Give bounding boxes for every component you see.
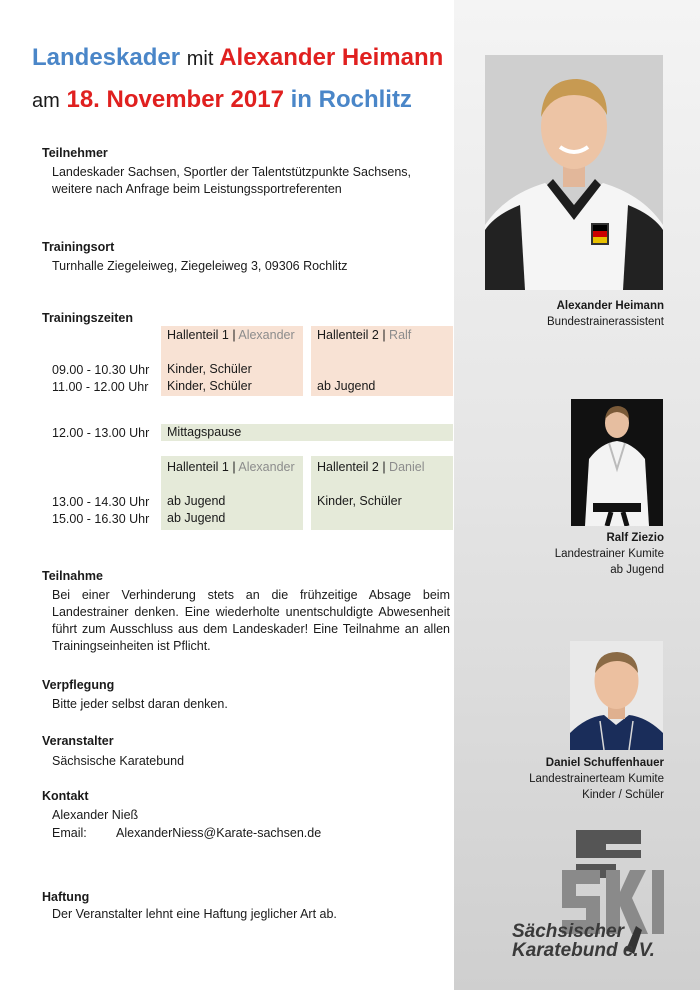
block1-col2-header: Hallenteil 2 | Ralf <box>317 328 412 342</box>
haftung-heading: Haftung <box>42 890 90 904</box>
block2-col2-header: Hallenteil 2 | Daniel <box>317 460 425 474</box>
block2-row1-col2: Kinder, Schüler <box>317 494 402 508</box>
title-am: am <box>32 90 60 112</box>
title-date: 18. November 2017 <box>66 86 284 113</box>
pause-time: 12.00 - 13.00 Uhr <box>52 426 150 440</box>
logo-text-line1: Sächsischer <box>512 921 624 942</box>
teilnahme-text: Bei einer Verhinderung stets an die frühzeitige Absage beim Landestrainer denken. Eine wiederholte unentschuldigte Abwesenheit führt zum Ausschluss aus dem Landeskader! Eine Teilnahme an allen Trainingseinheiten ist Pflicht. <box>52 588 450 653</box>
block1-row1-time: 09.00 - 10.30 Uhr <box>52 363 150 377</box>
portrait-alexander-illustration <box>485 55 663 290</box>
teilnehmer-heading: Teilnehmer <box>42 146 108 160</box>
block2-row1-col1: ab Jugend <box>167 494 226 508</box>
trainer-name: Daniel Schuffenhauer <box>545 757 664 769</box>
block2-row2-time: 15.00 - 16.30 Uhr <box>52 512 150 526</box>
veranstalter-heading: Veranstalter <box>42 734 114 748</box>
kontakt-name: Alexander Nieß <box>52 808 139 822</box>
title-name: Alexander Heimann <box>219 44 444 71</box>
block2-row2-col1: ab Jugend <box>167 511 226 525</box>
trainer-role: Bundestrainerassistent <box>547 316 664 328</box>
verpflegung-text: Bitte jeder selbst daran denken. <box>52 697 228 711</box>
trainer-caption-daniel <box>529 755 664 803</box>
title-landeskader: Landeskader <box>32 44 181 71</box>
trainer-caption-ralf <box>555 530 664 578</box>
title-location: in Rochlitz <box>290 86 412 113</box>
trainer-photo-alexander <box>485 55 663 290</box>
logo-text-line2: Karatebund e.V. <box>512 940 655 961</box>
verpflegung-heading: Verpflegung <box>42 678 115 692</box>
block2-row1-time: 13.00 - 14.30 Uhr <box>52 495 150 509</box>
kontakt-email[interactable]: AlexanderNiess@Karate-sachsen.de <box>116 826 322 840</box>
trainer-photo-daniel <box>570 641 663 750</box>
block1-col1-header: Hallenteil 1 | Alexander <box>167 328 295 342</box>
trainer-group: ab Jugend <box>610 564 664 576</box>
page-title-line1 <box>32 44 443 72</box>
trainer-role: Landestrainer Kumite <box>554 548 664 560</box>
kontakt-email-label: Email: <box>52 826 87 840</box>
haftung-text: Der Veranstalter lehnt eine Haftung jeglicher Art ab. <box>52 907 337 921</box>
teilnahme-heading: Teilnahme <box>42 569 103 583</box>
block1-row2-col2: ab Jugend <box>317 379 376 393</box>
title-mit: mit <box>186 48 214 70</box>
logo-text <box>512 922 655 960</box>
trainer-role: Landestrainerteam Kumite <box>529 773 664 785</box>
trainer-name: Ralf Ziezio <box>606 532 664 544</box>
portrait-ralf-illustration <box>571 399 663 526</box>
trainingsort-text: Turnhalle Ziegeleiweg, Ziegeleiweg 3, 09306 Rochlitz <box>52 259 348 273</box>
portrait-daniel-illustration <box>570 641 663 750</box>
block1-row1-col1: Kinder, Schüler <box>167 362 252 376</box>
veranstalter-text: Sächsische Karatebund <box>52 754 185 768</box>
kontakt-heading: Kontakt <box>42 789 89 803</box>
teilnehmer-line2: weitere nach Anfrage beim Leistungssportreferenten <box>52 182 342 196</box>
trainingszeiten-heading: Trainingszeiten <box>42 311 133 325</box>
trainer-name: Alexander Heimann <box>556 300 664 312</box>
trainer-photo-ralf <box>571 399 663 526</box>
trainer-caption-alexander <box>547 298 664 330</box>
trainingsort-heading: Trainingsort <box>42 240 115 254</box>
trainer-group: Kinder / Schüler <box>582 789 664 801</box>
block2-col1-header: Hallenteil 1 | Alexander <box>167 460 295 474</box>
block1-row2-time: 11.00 - 12.00 Uhr <box>52 380 149 394</box>
block1-row2-col1: Kinder, Schüler <box>167 379 252 393</box>
page-title-line2 <box>32 86 412 114</box>
pause-label: Mittagspause <box>167 425 242 439</box>
teilnehmer-line1: Landeskader Sachsen, Sportler der Talentstützpunkte Sachsens, <box>52 165 412 179</box>
